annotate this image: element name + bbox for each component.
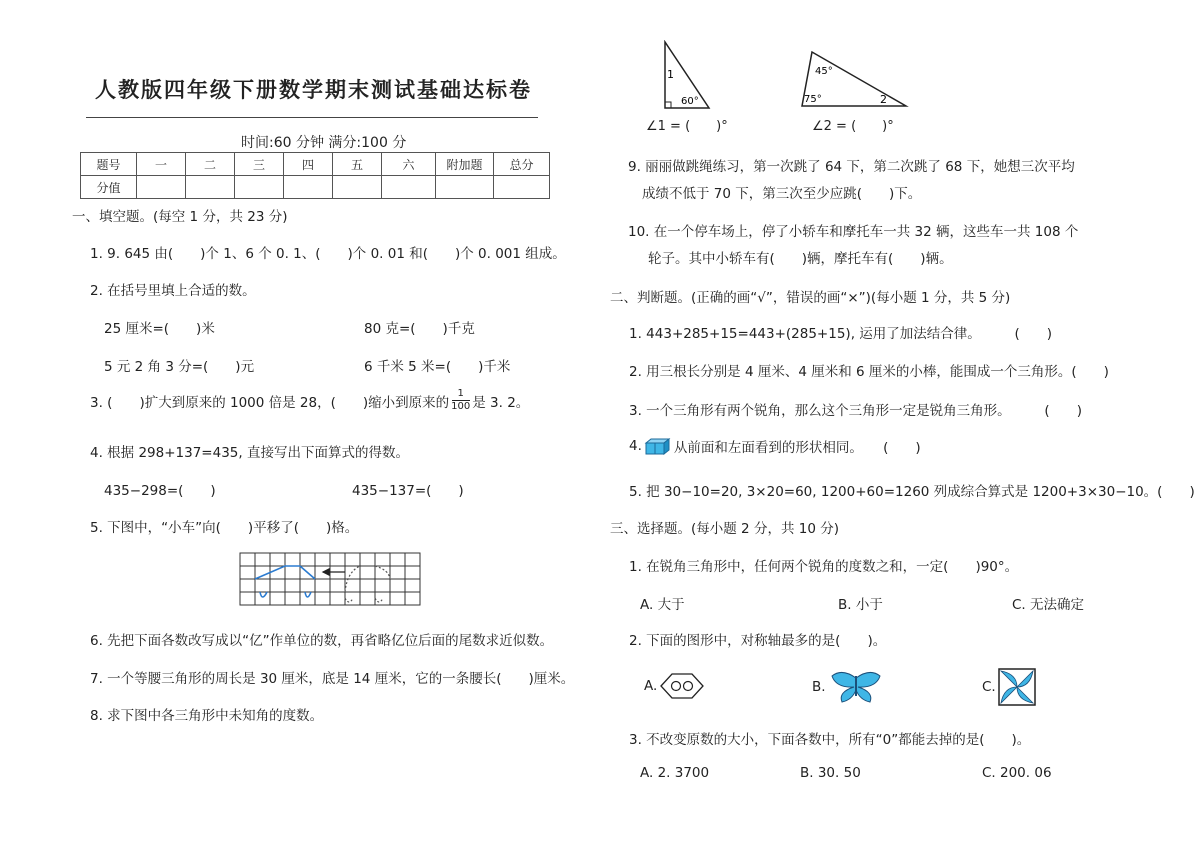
question-1-10-line1: 10. 在一个停车场上，停了小轿车和摩托车一共 32 辆，这些车一共 108 个 [628,224,1079,240]
score-input-cell[interactable] [235,176,284,199]
triangle-1-known-angle: 60° [681,96,699,107]
score-cell: 一 [137,153,186,176]
question-2-5: 5. 把 30−10=20, 3×20=60, 1200+60=1260 列成综合算式是 1200+3×30−10。( ) [629,484,1195,500]
score-input-cell[interactable] [494,176,550,199]
score-input-cell[interactable] [333,176,382,199]
question-1-8: 8. 求下图中各三角形中未知角的度数。 [90,708,324,724]
triangle-1-angle-label: 1 [667,68,674,81]
butterfly-icon [828,670,884,704]
fraction-denominator: 100 [451,401,471,412]
question-1-7: 7. 一个等腰三角形的周长是 30 厘米，底是 14 厘米，它的一条腰长( )厘米。 [90,671,575,687]
question-1-9-line1: 9. 丽丽做跳绳练习，第一次跳了 64 下，第二次跳了 68 下，她想三次平均 [628,159,1075,175]
question-3-2-option-c[interactable] [982,668,1036,706]
question-2-4-text: 从前面和左面看到的形状相同。 ( ) [673,440,921,456]
question-1-9-line2: 成绩不低于 70 下，第三次至少应跳( )下。 [642,186,922,202]
score-cell: 二 [186,153,235,176]
score-cell: 总分 [494,153,550,176]
translation-grid-figure [239,552,423,608]
triangle-2-left-angle: 75° [804,94,822,105]
question-3-2-option-b[interactable] [812,670,884,704]
arrow-icon [323,569,345,575]
question-1-2b: 80 克=( )千克 [364,321,475,337]
question-3-2-option-a[interactable] [644,672,705,700]
triangle-2-angle-label: 2 [880,93,887,106]
car-shape-dashed [345,566,390,602]
pinwheel-square-icon [998,668,1036,706]
score-table [80,152,550,199]
question-1-10-line2: 轮子。其中小轿车有( )辆，摩托车有( )辆。 [648,251,953,267]
cube-stack-icon [644,436,672,456]
question-3-1: 1. 在锐角三角形中，任何两个锐角的度数之和，一定( )90°。 [629,559,1019,575]
question-1-2d: 6 千米 5 米=( )千米 [364,359,511,375]
score-input-cell[interactable] [436,176,494,199]
fraction [451,388,470,413]
title-underline [86,117,538,118]
option-a-label: A. [644,678,658,694]
question-3-3-option-b[interactable]: B. 30. 50 [800,765,861,781]
question-3-1-option-a[interactable]: A. 大于 [640,597,685,613]
grid-lines [240,553,420,605]
question-1-4a: 435−298=( ) [104,483,216,499]
score-table-header-row [81,153,550,176]
question-1-2a: 25 厘米=( )米 [104,321,215,337]
option-b-label: B. [812,679,826,695]
score-cell: 附加题 [436,153,494,176]
question-1-3-text: 3. ( )扩大到原来的 1000 倍是 28，( )缩小到原来的 [90,394,450,411]
triangle-figure-2 [800,48,910,110]
question-3-3-option-a[interactable]: A. 2. 3700 [640,765,710,781]
question-1-6: 6. 先把下面各数改写成以“亿”作单位的数，再省略亿位后面的尾数求近似数。 [90,633,554,649]
diamond-circles-icon [659,672,705,700]
question-1-4b: 435−137=( ) [352,483,464,499]
question-2-2: 2. 用三根长分别是 4 厘米、4 厘米和 6 厘米的小棒，能围成一个三角形。( ) [629,364,1109,380]
score-cell: 六 [382,153,436,176]
question-1-3 [90,388,529,413]
triangle-figure-1 [655,40,715,112]
score-input-cell[interactable] [137,176,186,199]
question-3-1-option-b[interactable]: B. 小于 [838,597,883,613]
score-table-value-row [81,176,550,199]
score-cell: 五 [333,153,382,176]
question-1-5: 5. 下图中，“小车”向( )平移了( )格。 [90,520,359,536]
score-cell: 三 [235,153,284,176]
triangle-2-top-angle: 45° [815,66,833,77]
section1-heading: 一、填空题。(每空 1 分，共 23 分) [72,209,288,225]
score-input-cell[interactable] [284,176,333,199]
question-1-1: 1. 9. 645 由( )个 1、6 个 0. 1、( )个 0. 01 和( )个 0. 001 组成。 [90,246,566,262]
question-2-1: 1. 443+285+15=443+(285+15), 运用了加法结合律。 ( ) [629,326,1053,342]
time-score-line: 时间:60 分钟 满分:100 分 [241,135,407,151]
page-title: 人教版四年级下册数学期末测试基础达标卷 [95,77,532,102]
section2-heading: 二、判断题。(正确的画“√”，错误的画“×”)(每小题 1 分，共 5 分) [610,290,1011,306]
score-cell: 分值 [81,176,137,199]
score-cell: 四 [284,153,333,176]
score-input-cell[interactable] [382,176,436,199]
question-1-4: 4. 根据 298+137=435, 直接写出下面算式的得数。 [90,445,409,461]
triangle-2-answer: ∠2 = ( )° [812,119,894,134]
question-2-4-number: 4. [629,438,642,454]
score-cell: 题号 [81,153,137,176]
question-1-2c: 5 元 2 角 3 分=( )元 [104,359,255,375]
question-2-3: 3. 一个三角形有两个锐角，那么这个三角形一定是锐角三角形。 ( ) [629,403,1082,419]
question-3-3: 3. 不改变原数的大小，下面各数中，所有“0”都能去掉的是( )。 [629,732,1031,748]
question-3-1-option-c[interactable]: C. 无法确定 [1012,597,1085,613]
section3-heading: 三、选择题。(每小题 2 分，共 10 分) [610,521,839,537]
question-3-2: 2. 下面的图形中，对称轴最多的是( )。 [629,633,887,649]
fraction-numerator: 1 [457,388,464,399]
question-3-3-option-c[interactable]: C. 200. 06 [982,765,1052,781]
score-input-cell[interactable] [186,176,235,199]
question-1-2: 2. 在括号里填上合适的数。 [90,283,256,299]
triangle-1-answer: ∠1 = ( )° [646,119,728,134]
option-c-label: C. [982,679,996,695]
question-2-4 [629,436,921,456]
question-1-3-tail: 是 3. 2。 [472,394,530,411]
